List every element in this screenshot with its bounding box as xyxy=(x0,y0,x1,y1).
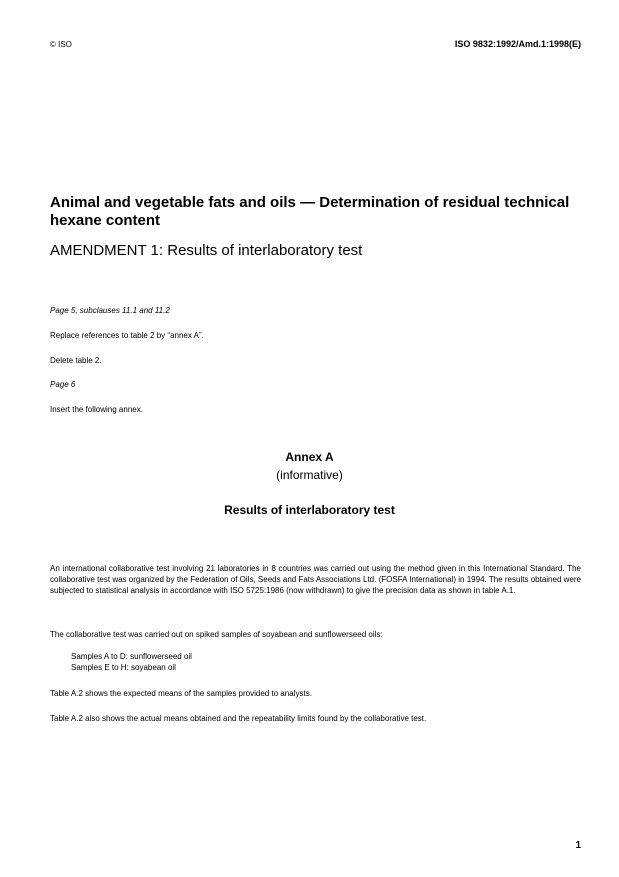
annex-title: Annex A xyxy=(285,450,334,464)
instruction-replace: Replace references to table 2 by “annex A”. xyxy=(50,331,204,340)
page-number: 1 xyxy=(575,840,581,851)
page-reference-1: Page 5, subclauses 11.1 and 11.2 xyxy=(50,306,170,315)
paragraph-expected-means: Table A.2 shows the expected means of the samples provided to analysts. xyxy=(50,689,312,698)
instruction-delete: Delete table 2. xyxy=(50,356,102,365)
amendment-title: AMENDMENT 1: Results of interlaboratory test xyxy=(50,242,363,259)
annex-heading: Results of interlaboratory test xyxy=(224,503,395,517)
document-identifier: ISO 9832:1992/Amd.1:1998(E) xyxy=(454,39,581,49)
sample-list-item-1: Samples A to D: sunflowerseed oil xyxy=(71,652,192,661)
paragraph-collaborative-test: An international collaborative test involving 21 laboratories in 8 countries was carried out using the method given in this International Standard. The collaborative test was organized by the Federation of Oils, Seeds and Fats Associations Ltd. (FOSFA International) in 1994. The results obtained were subjected to statistical analysis in accordance with ISO 5725:1986 (now withdrawn) to give the precision data as shown in table A.1. xyxy=(50,564,581,595)
copyright-notice: © ISO xyxy=(50,40,72,49)
paragraph-actual-means: Table A.2 also shows the actual means obtained and the repeatability limits found by the collaborative test. xyxy=(50,714,427,723)
paragraph-samples-intro: The collaborative test was carried out on spiked samples of soyabean and sunflowerseed oils: xyxy=(50,630,383,639)
page-reference-2: Page 6 xyxy=(50,380,76,389)
annex-type: (informative) xyxy=(276,468,343,482)
document-title: Animal and vegetable fats and oils — Determination of residual technical hexane content xyxy=(50,194,570,229)
instruction-insert: Insert the following annex. xyxy=(50,405,143,414)
sample-list-item-2: Samples E to H: soyabean oil xyxy=(71,663,176,672)
